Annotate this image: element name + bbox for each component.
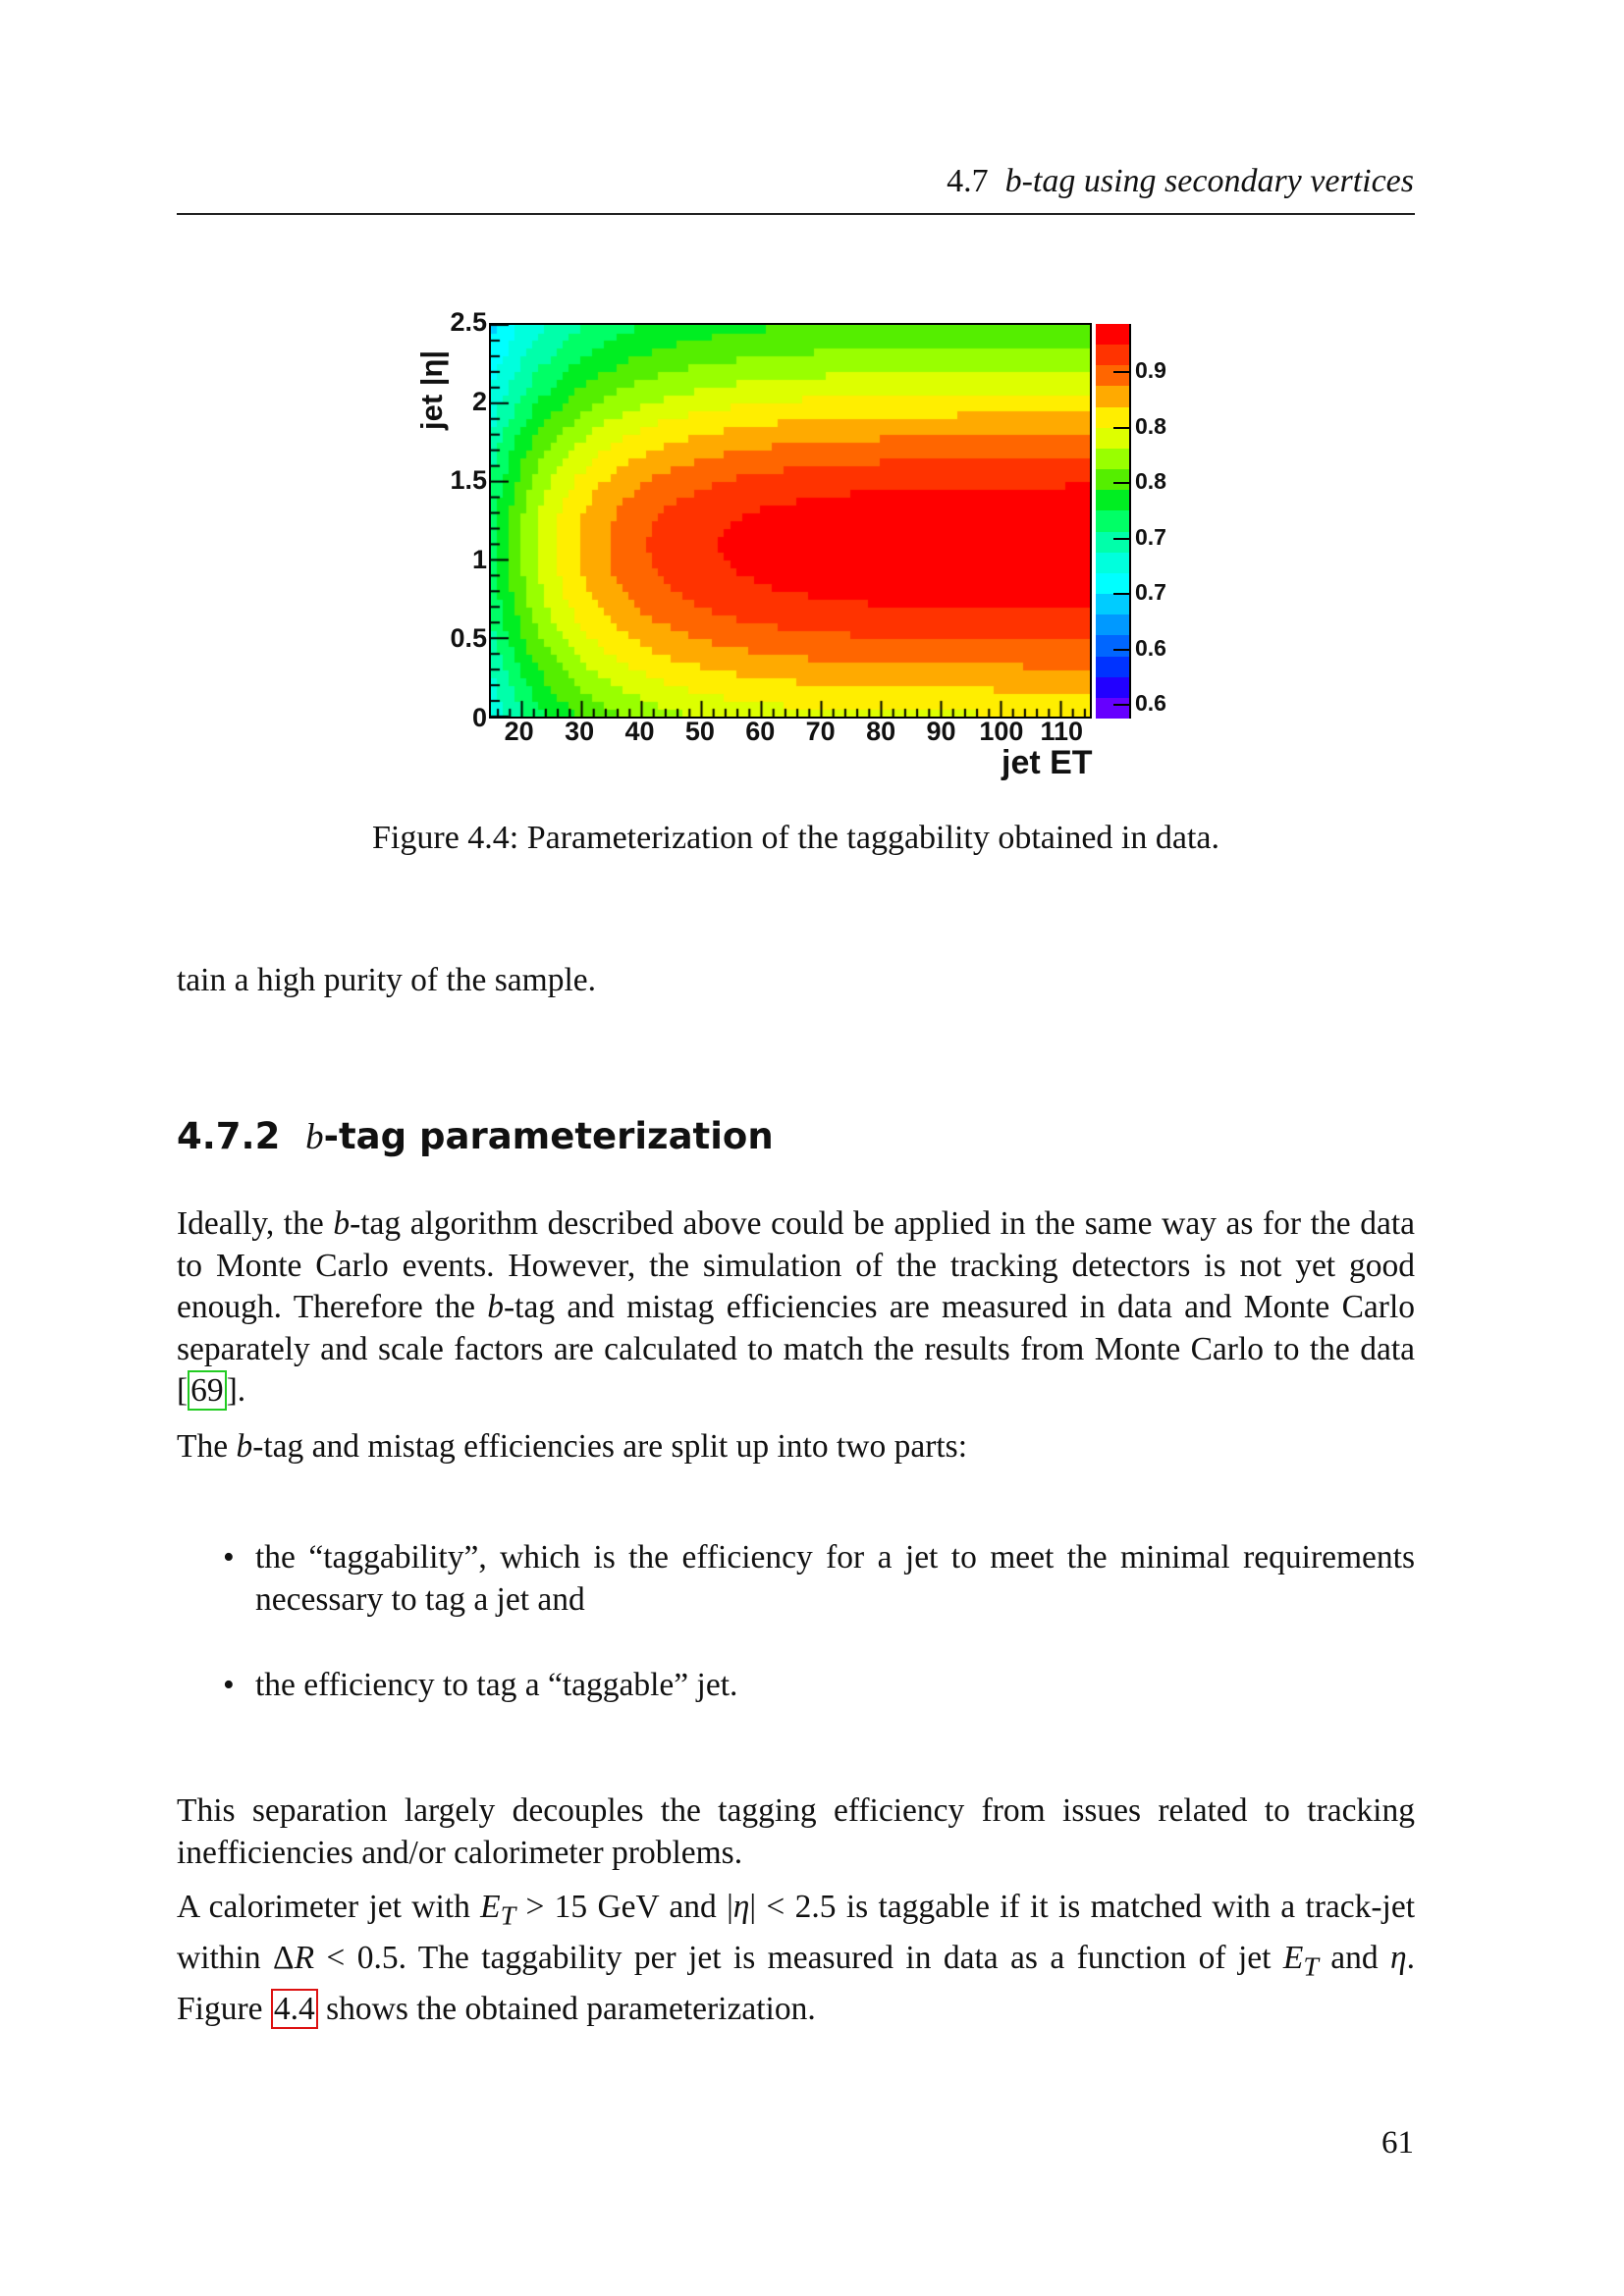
x-tick-label: 90 [926,717,956,746]
text: -tag and mistag efficiencies are split up into two parts: [252,1428,968,1465]
section-number: 4.7 [947,163,989,199]
x-tick-label: 30 [565,717,595,746]
colorbar-tick-label: 0.7 [1135,579,1166,605]
colorbar-segment [1096,510,1129,531]
colorbar-segment [1096,677,1129,698]
colorbar-tick [1113,704,1129,706]
colorbar-segment [1096,428,1129,449]
math-subscript: T [500,1900,516,1932]
colorbar [1096,324,1129,719]
section-title: b-tag using secondary vertices [1004,163,1414,199]
bullet-text: the “taggability”, which is the efficiency for a jet to meet the minimal requirements necessary to tag a jet and [255,1539,1415,1618]
heatmap-plot [489,323,1092,719]
text-italic: b [236,1428,253,1465]
figure-caption: Figure 4.4: Parameterization of the taggability obtained in data. [372,820,1219,856]
x-tick-label: 80 [866,717,896,746]
y-tick-label: 2.5 [450,307,487,337]
text: < 0.5. The taggability per jet is measured in data as a function of jet [314,1940,1283,1977]
math-eta: η [732,1889,750,1925]
x-tick-label: 70 [805,717,836,746]
colorbar-tick [1113,538,1129,540]
colorbar-segment [1096,345,1129,365]
colorbar-segment [1096,490,1129,510]
colorbar-segment [1096,365,1129,386]
colorbar-tick [1113,482,1129,484]
section-heading-italic: b [305,1117,324,1157]
text: A calorimeter jet with [177,1889,481,1925]
colorbar-tick [1113,371,1129,373]
text: -tag algorithm described above could be applied in the same way as for the data to Monte Carlo events. However, the simulation of the tracking detectors is not yet good enough. Therefore the [177,1205,1415,1325]
paragraph-4 [177,1887,1415,2031]
text-italic: b [333,1205,351,1242]
text: and [1318,1940,1390,1977]
colorbar-segment [1096,469,1129,490]
colorbar-axis [1129,324,1131,719]
colorbar-segment [1096,594,1129,614]
colorbar-segment [1096,553,1129,573]
colorbar-tick-label: 0.9 [1135,357,1166,383]
colorbar-tick-label: 0.8 [1135,468,1166,494]
colorbar-segment [1096,532,1129,553]
math-E: E [1282,1940,1304,1977]
y-tick-label: 0 [471,703,487,732]
figure-reference-link[interactable]: 4.4 [271,1989,318,2029]
colorbar-tick-label: 0.6 [1135,634,1166,661]
running-header [177,163,1414,200]
heatmap-canvas [491,325,1090,717]
text: The [177,1428,237,1465]
x-tick-label: 50 [684,717,715,746]
text: | < 2.5 is taggable if it is matched with a track-jet within Δ [177,1889,1415,1977]
bullet-item-1 [218,1537,1415,1621]
x-tick-label: 20 [504,717,534,746]
colorbar-tick-label: 0.6 [1135,690,1166,716]
bullet-text: the efficiency to tag a “taggable” jet. [255,1667,738,1703]
colorbar-tick [1113,427,1129,429]
bullet-icon: • [223,1539,235,1575]
math-E: E [480,1889,501,1925]
colorbar-segment [1096,407,1129,428]
colorbar-segment [1096,324,1129,345]
text-italic: b [487,1289,505,1325]
math-R: R [294,1940,315,1977]
colorbar-segment [1096,614,1129,635]
y-tick-label: 1.5 [450,465,487,496]
paragraph-1 [177,1203,1415,1413]
colorbar-tick [1113,593,1129,595]
colorbar-segment [1096,698,1129,719]
colorbar-segment [1096,573,1129,594]
y-axis-title: jet |η| [414,349,449,430]
text: -tag and mistag efficiencies are measured in data and Monte Carlo separately and scale factors are calculated to match the results from Monte Carlo to the data [ [177,1289,1415,1409]
page-number: 61 [1381,2125,1414,2161]
y-tick-label: 2 [471,386,487,416]
header-rule [177,213,1415,215]
colorbar-segment [1096,657,1129,677]
colorbar-segment [1096,635,1129,656]
text: . Figure [177,1940,1415,2028]
math-subscript: T [1303,1951,1319,1983]
bullet-item-2 [218,1665,1415,1707]
x-axis-title: jet ET [1001,744,1093,781]
paragraph-continuation: tain a high purity of the sample. [177,962,597,998]
colorbar-tick [1113,649,1129,651]
colorbar-segment [1096,449,1129,469]
bullet-icon: • [223,1667,235,1703]
x-tick-label: 100 [979,717,1024,746]
colorbar-tick-label: 0.7 [1135,523,1166,550]
x-tick-label: 40 [624,717,655,746]
section-heading [177,1115,774,1158]
y-tick-label: 0.5 [450,623,487,654]
paragraph-2 [177,1426,1415,1468]
colorbar-tick-label: 0.8 [1135,412,1166,439]
paragraph-3: This separation largely decouples the tagging efficiency from issues related to tracking inefficiencies and/or calorimeter problems. [177,1792,1415,1871]
y-tick-label: 1 [471,544,487,574]
x-tick-label: 110 [1040,717,1084,746]
math-eta: η [1390,1940,1407,1977]
text: > 15 GeV and | [515,1889,733,1925]
section-heading-number: 4.7.2 [177,1115,281,1157]
text: Ideally, the [177,1205,334,1242]
x-tick-label: 60 [745,717,776,746]
section-heading-title: -tag parameterization [323,1115,774,1157]
text: shows the obtained parameterization. [317,1991,816,2028]
citation-link[interactable]: 69 [188,1370,227,1411]
colorbar-segment [1096,386,1129,406]
text: ]. [226,1372,246,1409]
